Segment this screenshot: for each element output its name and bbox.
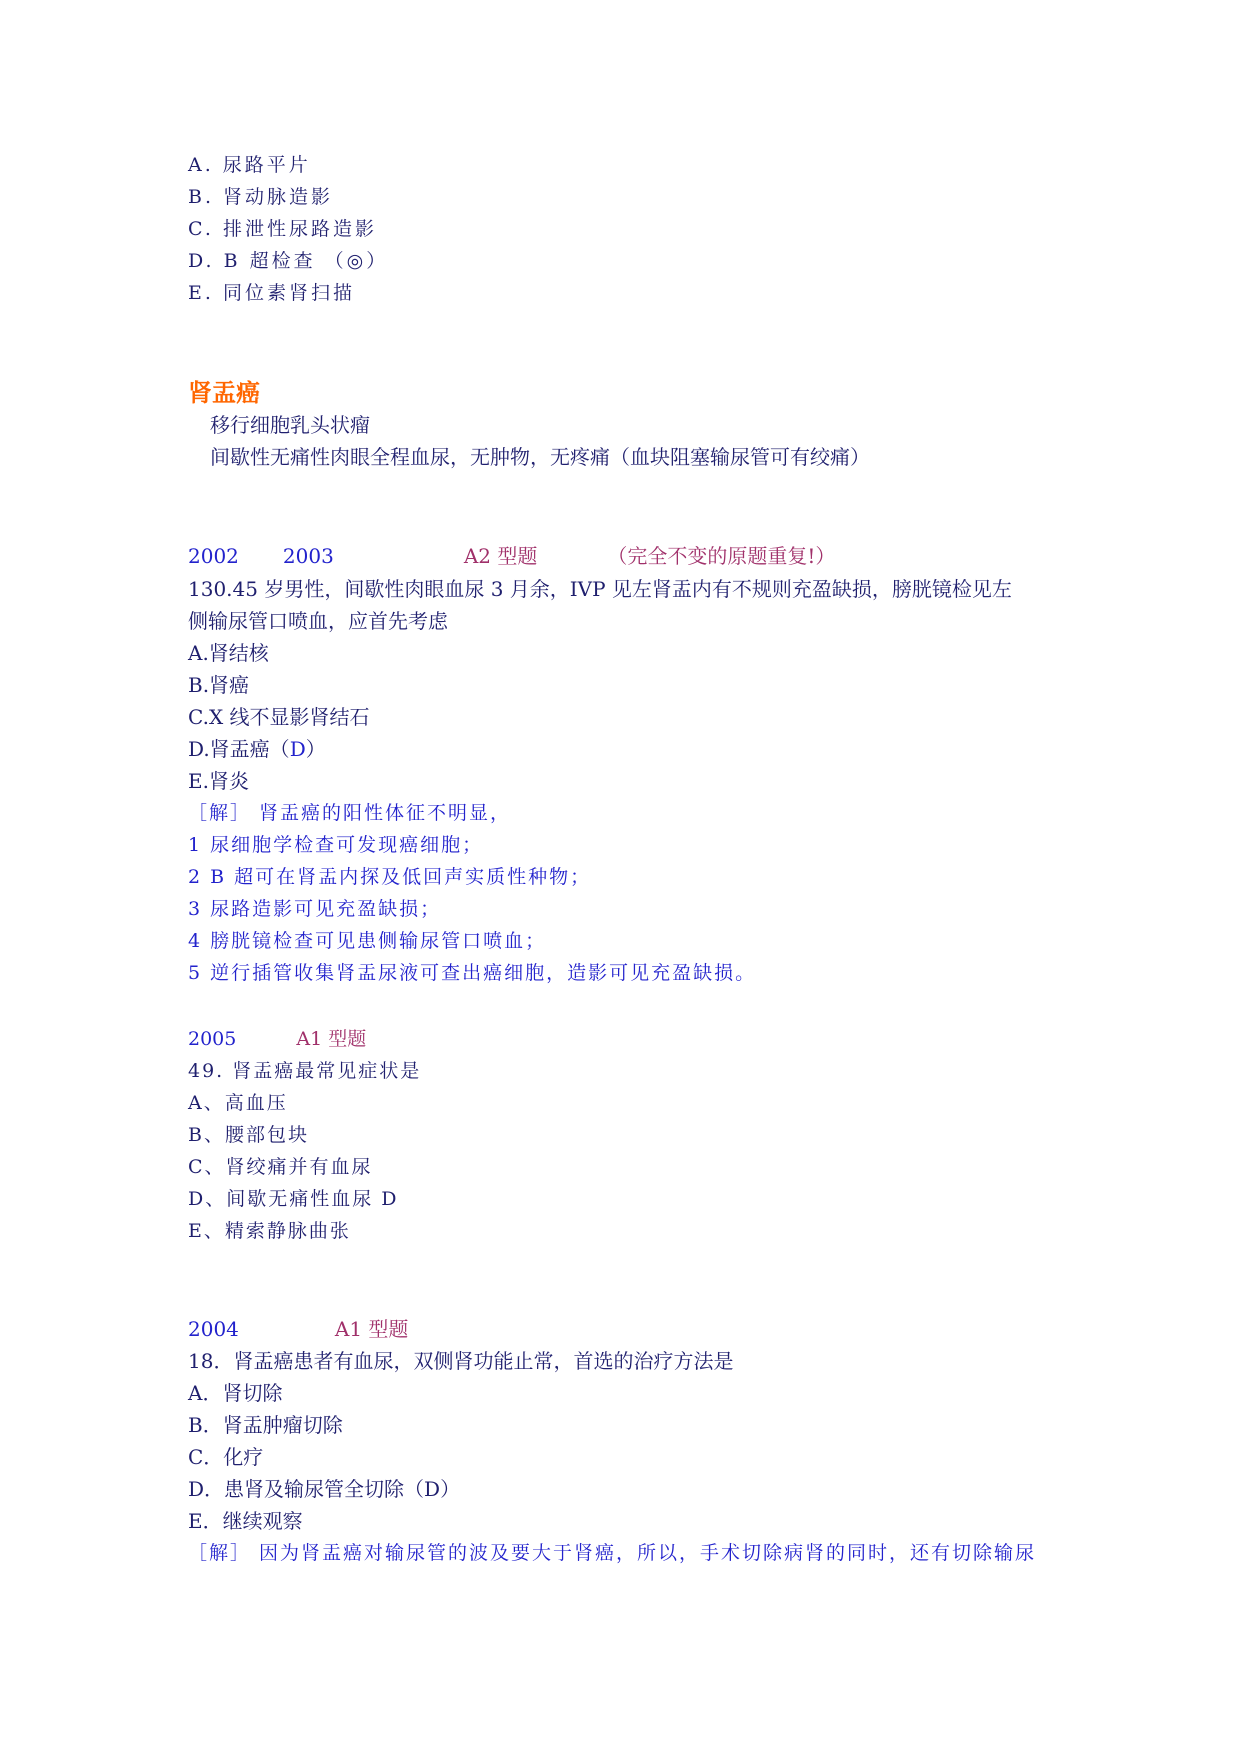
q130-note: （完全不变的原题重复!） — [607, 544, 836, 568]
q130-option-c: C.X 线不显影肾结石 — [188, 705, 370, 729]
q18-answer: D — [424, 1477, 441, 1501]
q130-option-e: E.肾炎 — [188, 769, 249, 793]
q130-option-d — [188, 736, 326, 762]
q18-answer-close: ） — [440, 1477, 461, 1501]
q49-option-d: D、间歇无痛性血尿 D — [188, 1188, 399, 1210]
q18-explain: ［解］ 因为肾盂癌对输尿管的波及要大于肾癌，所以，手术切除病肾的同时，还有切除输尿 — [188, 1542, 1037, 1564]
q1-option-d: D. B 超检查 （◎） — [188, 250, 389, 272]
q49-type: A1 型题 — [296, 1028, 367, 1050]
q18-option-d-text: D．患肾及输尿管全切除（ — [188, 1477, 425, 1501]
q49-option-e: E、精索静脉曲张 — [188, 1220, 351, 1242]
q49-option-c: C、肾绞痛并有血尿 — [188, 1156, 373, 1178]
q18-option-b: B．肾盂肿瘤切除 — [188, 1413, 343, 1437]
q130-stem-line-1: 130.45 岁男性，间歇性肉眼血尿 3 月余，IVP 见左肾盂内有不规则充盈缺损，膀胱镜检见左 — [188, 577, 1012, 601]
q130-year-2: 2003 — [282, 544, 334, 568]
q18-header — [188, 1316, 408, 1342]
q49-option-b: B、腰部包块 — [188, 1124, 309, 1146]
q49-stem: 49. 肾盂癌最常见症状是 — [188, 1060, 422, 1082]
q1-option-e: E. 同位素肾扫描 — [188, 282, 355, 304]
q130-explain-4: 4 膀胱镜检查可见患侧输尿管口喷血； — [188, 930, 547, 952]
q49-year: 2005 — [188, 1028, 237, 1050]
q1-option-b: B. 肾动脉造影 — [188, 186, 334, 208]
q18-type: A1 型题 — [334, 1317, 409, 1341]
q130-stem-line-2: 侧输尿管口喷血，应首先考虑 — [188, 609, 448, 633]
q130-option-d-text: D.肾盂癌（ — [188, 737, 290, 761]
q130-type: A2 型题 — [463, 544, 538, 568]
q130-explain-1: 1 尿细胞学检查可发现癌细胞； — [188, 834, 484, 856]
q18-stem: 18．肾盂癌患者有血尿，双侧肾功能止常，首选的治疗方法是 — [188, 1349, 734, 1373]
q130-answer-close: ） — [305, 737, 326, 761]
q130-explain-0: ［解］ 肾盂癌的阳性体征不明显， — [188, 802, 512, 824]
section-line-2: 间歇性无痛性肉眼全程血尿，无肿物，无疼痛（血块阻塞输尿管可有绞痛） — [210, 445, 870, 469]
q130-explain-5: 5 逆行插管收集肾盂尿液可查出癌细胞，造影可见充盈缺损。 — [188, 962, 757, 984]
q130-option-b: B.肾癌 — [188, 673, 250, 697]
q130-option-a: A.肾结核 — [188, 641, 269, 665]
q18-option-d — [188, 1476, 460, 1502]
q1-option-a: A. 尿路平片 — [188, 154, 311, 176]
q49-option-a: A、高血压 — [188, 1092, 288, 1114]
q130-header — [188, 543, 835, 569]
q130-explain-3: 3 尿路造影可见充盈缺损； — [188, 898, 442, 920]
q130-answer: D — [289, 737, 306, 761]
q130-explain-2: 2 B 超可在肾盂内探及低回声实质性种物； — [188, 866, 592, 888]
q49-header — [188, 1026, 366, 1052]
section-line-1: 移行细胞乳头状瘤 — [210, 413, 370, 437]
section-title: 肾盂癌 — [188, 378, 260, 407]
q18-option-e: E．继续观察 — [188, 1509, 303, 1533]
q1-option-c: C. 排泄性尿路造影 — [188, 218, 377, 240]
q130-year-1: 2002 — [188, 544, 239, 568]
q18-option-c: C．化疗 — [188, 1445, 264, 1469]
q18-year: 2004 — [188, 1317, 239, 1341]
q18-option-a: A．肾切除 — [188, 1381, 283, 1405]
